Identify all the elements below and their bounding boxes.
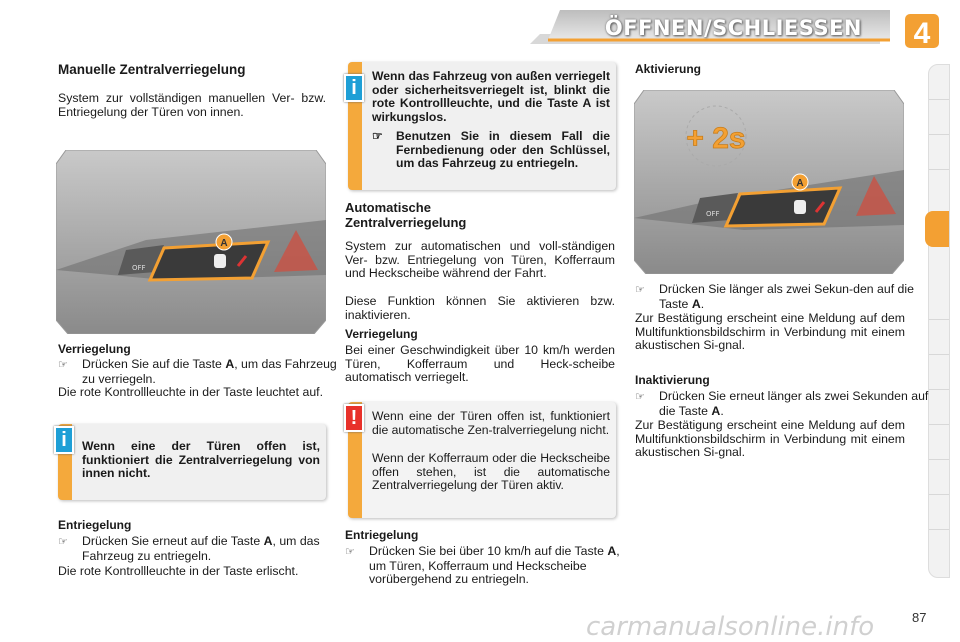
automatic-unlock-title: Entriegelung (345, 528, 419, 542)
chapter-title: ÖFFNEN/SCHLIESSEN (604, 16, 862, 40)
info-box-external-lock-bullet: ☞ Benutzen Sie in diesem Fall die Fernbedienung oder den Schlüssel, um das Fahrzeug zu entriegeln. (372, 129, 610, 171)
pointing-hand-icon: ☞ (58, 359, 68, 371)
manual-intro: System zur vollständigen manuellen Ver- bzw. Entriegelung der Türen von innen. (58, 91, 326, 119)
chapter-tab-6[interactable] (929, 320, 949, 355)
pointing-hand-icon: ☞ (635, 284, 645, 296)
info-box-external-lock (348, 62, 616, 190)
manual-unlock-after: Die rote Kontrollleuchte in der Taste erlischt. (58, 564, 299, 578)
info-box-doors-open (58, 424, 326, 500)
automatic-lock-title: Verriegelung (345, 327, 418, 341)
activation-title: Aktivierung (635, 62, 702, 76)
dashboard-button-illustration (56, 150, 326, 334)
chapter-tab-3[interactable] (929, 135, 949, 170)
manual-unlock-title: Entriegelung (58, 518, 132, 532)
warning-box-automatic (348, 402, 616, 518)
pointing-hand-icon: ☞ (58, 536, 68, 548)
activation-bullet: ☞ Drücken Sie länger als zwei Sekun-den auf die Taste A. (635, 282, 914, 311)
deactivation-title: Inaktivierung (635, 373, 710, 387)
activation-after: Zur Bestätigung erscheint eine Meldung auf dem Multifunktionsbildschirm in Verbindung mit einem akustischen Si-gnal. (635, 311, 905, 353)
hold-2s-badge: + 2s (686, 122, 746, 155)
deactivation-after: Zur Bestätigung erscheint eine Meldung auf dem Multifunktionsbildschirm in Verbindung mit einem akustischen Si-gnal. (635, 418, 905, 460)
deactivation-bullet: ☞ Drücken Sie erneut länger als zwei Sekunden auf die Taste A. (635, 389, 929, 418)
info-icon: i (344, 74, 364, 102)
warning-text-2: Wenn der Kofferraum oder die Heckscheibe offen stehen, ist die automatische Zentralverriegelung der Türen aktiv. (372, 451, 610, 493)
manual-lock-after: Die rote Kontrollleuchte in der Taste leuchtet auf. (58, 385, 323, 399)
section-heading-automatic: Automatische Zentralverriegelung (345, 200, 467, 230)
chapter-tab-10[interactable] (929, 460, 949, 495)
chapter-tab-2[interactable] (929, 100, 949, 135)
chapter-tab-7[interactable] (929, 355, 949, 390)
manual-lock-bullet: ☞ Drücken Sie auf die Taste A, um das Fahrzeug zu verriegeln. (58, 357, 337, 386)
warning-icon: ! (344, 404, 364, 432)
chapter-number: 4 (913, 17, 931, 50)
manual-lock-title: Verriegelung (58, 342, 131, 356)
svg-text:OFF: OFF (706, 210, 720, 218)
chapter-tab-11[interactable] (929, 495, 949, 530)
info-box-doors-open-text: Wenn eine der Türen offen ist, funktioniert die Zentralverriegelung von innen nicht. (82, 439, 320, 481)
chapter-tab-8[interactable] (929, 390, 949, 425)
chapter-tab-4-active[interactable] (925, 211, 949, 247)
chapter-tab-9[interactable] (929, 425, 949, 460)
svg-text:OFF: OFF (132, 264, 146, 272)
automatic-intro-1: System zur automatischen und voll-ständigen Ver- bzw. Entriegelung von Türen, Kofferraum und Heckscheibe während der Fahrt. (345, 239, 615, 281)
pointing-hand-icon: ☞ (372, 129, 383, 143)
chapter-tab-5[interactable] (929, 285, 949, 320)
chapter-tab-1[interactable] (929, 65, 949, 100)
info-icon: i (54, 426, 74, 454)
chapter-tabs (928, 64, 950, 578)
manual-unlock-bullet: ☞ Drücken Sie erneut auf die Taste A, um das Fahrzeug zu entriegeln. (58, 534, 320, 563)
watermark: carmanualsonline.info (586, 612, 875, 642)
svg-text:A: A (796, 178, 804, 189)
section-heading-manual: Manuelle Zentralverriegelung (58, 62, 246, 77)
pointing-hand-icon: ☞ (345, 546, 355, 558)
automatic-unlock-bullet: ☞ Drücken Sie bei über 10 km/h auf die Taste A, um Türen, Kofferraum und Heckscheibe vorübergehend zu entriegeln. (345, 544, 620, 587)
activation-illustration (634, 90, 904, 274)
chapter-badge (902, 11, 942, 51)
pointing-hand-icon: ☞ (635, 391, 645, 403)
info-box-external-lock-text: Wenn das Fahrzeug von außen verriegelt oder sicherheitsverriegelt ist, blinkt die rote Kontrollleuchte, und die Taste A ist wirkungslos. (372, 69, 610, 124)
key-letter-a: A (220, 238, 228, 249)
automatic-lock-text: Bei einer Geschwindigkeit über 10 km/h werden Türen, Kofferraum und Heck-scheibe automatisch verriegelt. (345, 343, 615, 385)
warning-text-1: Wenn eine der Türen offen ist, funktioniert die automatische Zen-tralverriegelung nicht. (372, 409, 610, 437)
page-number: 87 (912, 610, 927, 625)
automatic-intro-2: Diese Funktion können Sie aktivieren bzw. inaktivieren. (345, 294, 615, 322)
